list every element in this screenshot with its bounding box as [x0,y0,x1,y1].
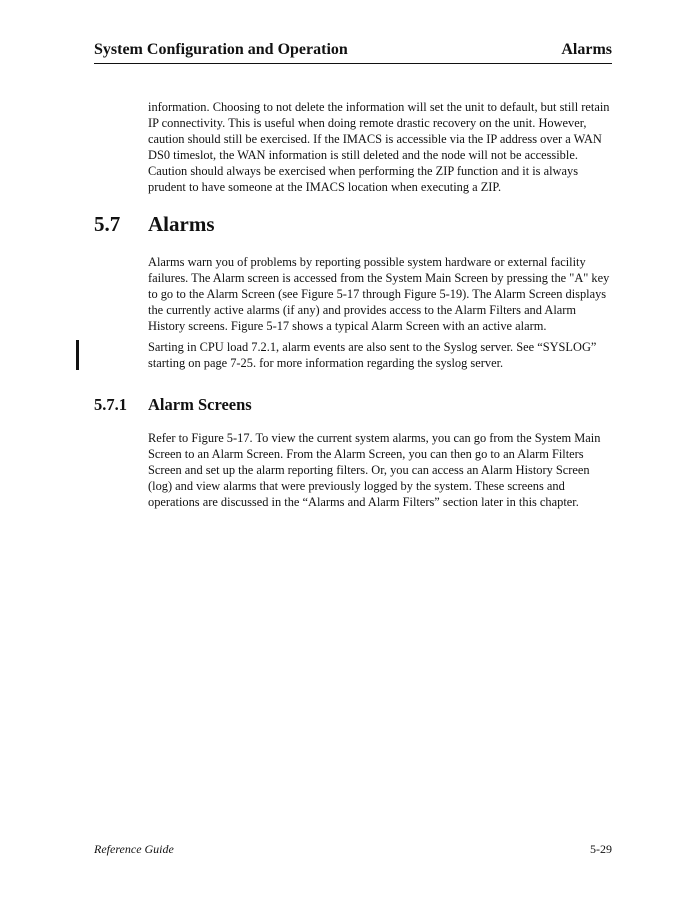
intro-paragraph: information. Choosing to not delete the information will set the unit to default, but still retain IP connectivity. This is useful when doing remote drastic recovery on the unit. However, caution should still be exercised. If the IMACS is accessible via the IP address over a WAN DS0 timeslot, the WAN information is still deleted and the node will not be accessible. Caution should always be exercised when performing the ZIP function and it is always prudent to have someone at the IMACS location when executing a ZIP. [148,100,610,194]
alarms-paragraph-2: Sarting in CPU load 7.2.1, alarm events are also sent to the Syslog server. See “SYSLOG” starting on page 7-25. for more information regarding the syslog server. [148,340,597,370]
page-header [94,41,612,59]
alarm-screens-paragraph: Refer to Figure 5-17. To view the current system alarms, you can go from the System Main Screen to an Alarm Screen. From the Alarm Screen, you can then go to an Alarm Filters Screen and set up the alarm reporting filters. Or, you can access an Alarm History Screen (log) and view alarms that were previously logged by the system. These screens and operations are discussed in the “Alarms and Alarm Filters” section later in this chapter. [148,431,601,509]
subsection-number: 5.7.1 [94,395,127,414]
change-bar [76,340,79,370]
section-title: Alarms [148,212,215,236]
footer-doc-title: Reference Guide [94,842,174,856]
page-footer [94,842,612,857]
header-chapter-title: System Configuration and Operation [94,41,348,58]
section-number: 5.7 [94,212,121,236]
section-heading-5-7-1 [94,395,252,415]
header-rule [94,63,612,64]
page-number: 5-29 [590,842,612,856]
alarms-paragraph-1: Alarms warn you of problems by reporting possible system hardware or external facility failures. The Alarm screen is accessed from the System Main Screen by pressing the "A" key to go to the Alarm Screen (see Figure 5-17 through Figure 5-19). The Alarm Screen displays the currently active alarms (if any) and provides access to the Alarm Filters and Alarm History screens. Figure 5-17 shows a typical Alarm Screen with an active alarm. [148,255,610,333]
subsection-title: Alarm Screens [148,395,252,414]
header-section-title: Alarms [561,41,612,58]
section-heading-5-7 [94,212,215,237]
